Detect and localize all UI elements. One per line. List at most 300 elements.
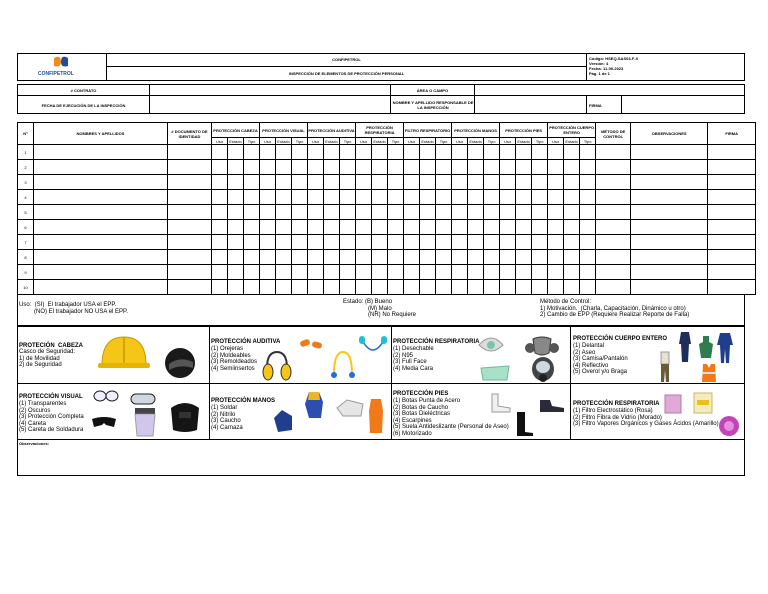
entry-cell[interactable] [340,280,356,295]
entry-cell[interactable] [596,235,631,250]
entry-cell[interactable] [276,250,292,265]
entry-cell[interactable] [404,220,420,235]
entry-cell[interactable] [356,250,372,265]
entry-cell[interactable] [228,250,244,265]
entry-cell[interactable] [532,265,548,280]
entry-cell[interactable] [324,175,340,190]
entry-cell[interactable] [404,280,420,295]
entry-cell[interactable] [372,175,388,190]
entry-cell[interactable] [324,250,340,265]
entry-cell[interactable] [631,160,708,175]
entry-cell[interactable] [420,205,436,220]
entry-cell[interactable] [631,280,708,295]
entry-cell[interactable] [340,205,356,220]
entry-cell[interactable] [212,145,228,160]
entry-cell[interactable] [548,160,564,175]
entry-cell[interactable] [372,205,388,220]
entry-cell[interactable] [308,145,324,160]
entry-cell[interactable] [228,160,244,175]
entry-cell[interactable] [276,280,292,295]
entry-cell[interactable] [404,235,420,250]
entry-cell[interactable] [708,160,756,175]
entry-cell[interactable] [372,265,388,280]
entry-cell[interactable] [452,145,468,160]
welding-mask-icon [167,400,203,434]
entry-cell[interactable] [516,235,532,250]
entry-cell[interactable] [168,220,212,235]
entry-cell[interactable] [388,160,404,175]
entry-cell[interactable] [168,280,212,295]
entry-cell[interactable] [244,235,260,250]
entry-cell[interactable] [708,205,756,220]
entry-cell[interactable] [564,190,580,205]
entry-cell[interactable] [308,250,324,265]
entry-cell[interactable] [436,265,452,280]
entry-cell[interactable] [631,265,708,280]
entry-cell[interactable] [580,235,596,250]
entry-cell[interactable] [596,190,631,205]
entry-cell[interactable] [34,235,168,250]
entry-cell[interactable] [420,280,436,295]
entry-cell[interactable] [580,190,596,205]
entry-cell[interactable] [420,175,436,190]
entry-cell[interactable] [452,250,468,265]
row-number: 6 [18,220,34,235]
entry-cell[interactable] [500,190,516,205]
entry-cell[interactable] [404,250,420,265]
entry-cell[interactable] [340,160,356,175]
entry-cell[interactable] [548,190,564,205]
entry-cell[interactable] [324,280,340,295]
subheader-estado: Estado [277,138,290,144]
entry-cell[interactable] [468,235,484,250]
entry-cell[interactable] [388,145,404,160]
entry-cell[interactable] [260,145,276,160]
entry-cell[interactable] [564,250,580,265]
entry-cell[interactable] [340,175,356,190]
entry-cell[interactable] [580,145,596,160]
entry-cell[interactable] [548,220,564,235]
entry-cell[interactable] [500,175,516,190]
entry-cell[interactable] [388,175,404,190]
entry-cell[interactable] [260,220,276,235]
entry-cell[interactable] [420,265,436,280]
entry-cell[interactable] [436,145,452,160]
entry-cell[interactable] [500,220,516,235]
entry-cell[interactable] [452,220,468,235]
entry-cell[interactable] [468,280,484,295]
entry-cell[interactable] [260,280,276,295]
entry-cell[interactable] [356,190,372,205]
entry-cell[interactable] [580,265,596,280]
entry-cell[interactable] [340,220,356,235]
entry-cell[interactable] [516,190,532,205]
entry-cell[interactable] [580,205,596,220]
entry-cell[interactable] [452,205,468,220]
entry-cell[interactable] [500,160,516,175]
entry-cell[interactable] [308,220,324,235]
entry-cell[interactable] [708,250,756,265]
entry-cell[interactable] [212,220,228,235]
entry-cell[interactable] [631,205,708,220]
entry-cell[interactable] [228,220,244,235]
entry-cell[interactable] [452,280,468,295]
entry-cell[interactable] [548,265,564,280]
entry-cell[interactable] [34,265,168,280]
entry-cell[interactable] [436,235,452,250]
entry-cell[interactable] [356,235,372,250]
entry-cell[interactable] [708,190,756,205]
entry-cell[interactable] [420,235,436,250]
entry-cell[interactable] [292,250,308,265]
entry-cell[interactable] [580,250,596,265]
entry-cell[interactable] [324,235,340,250]
entry-cell[interactable] [631,175,708,190]
entry-cell[interactable] [244,265,260,280]
entry-cell[interactable] [276,220,292,235]
entry-cell[interactable] [228,265,244,280]
entry-cell[interactable] [452,235,468,250]
entry-cell[interactable] [308,265,324,280]
entry-cell[interactable] [516,145,532,160]
entry-cell[interactable] [564,280,580,295]
entry-cell[interactable] [168,265,212,280]
entry-cell[interactable] [708,265,756,280]
entry-cell[interactable] [340,250,356,265]
entry-cell[interactable] [276,175,292,190]
entry-cell[interactable] [372,220,388,235]
entry-cell[interactable] [500,265,516,280]
entry-cell[interactable] [500,205,516,220]
entry-cell[interactable] [420,145,436,160]
entry-cell[interactable] [468,190,484,205]
entry-cell[interactable] [356,220,372,235]
entry-cell[interactable] [260,235,276,250]
entry-cell[interactable] [548,250,564,265]
entry-cell[interactable] [168,250,212,265]
entry-cell[interactable] [404,160,420,175]
entry-cell[interactable] [436,280,452,295]
entry-cell[interactable] [468,145,484,160]
entry-cell[interactable] [388,190,404,205]
entry-cell[interactable] [168,160,212,175]
entry-cell[interactable] [292,160,308,175]
entry-cell[interactable] [564,235,580,250]
entry-cell[interactable] [388,250,404,265]
entry-cell[interactable] [276,265,292,280]
entry-cell[interactable] [708,220,756,235]
firma-field[interactable] [621,95,745,114]
entry-cell[interactable] [564,160,580,175]
entry-cell[interactable] [468,250,484,265]
entry-cell[interactable] [292,145,308,160]
entry-cell[interactable] [34,205,168,220]
date-field[interactable] [149,95,391,114]
entry-cell[interactable] [532,250,548,265]
entry-cell[interactable] [168,145,212,160]
entry-cell[interactable] [564,145,580,160]
entry-cell[interactable] [548,235,564,250]
entry-cell[interactable] [596,145,631,160]
entry-cell[interactable] [532,235,548,250]
entry-cell[interactable] [308,190,324,205]
entry-cell[interactable] [708,175,756,190]
entry-cell[interactable] [292,220,308,235]
entry-cell[interactable] [276,145,292,160]
entry-cell[interactable] [356,205,372,220]
entry-cell[interactable] [500,235,516,250]
entry-cell[interactable] [356,265,372,280]
entry-cell[interactable] [228,190,244,205]
entry-cell[interactable] [340,265,356,280]
entry-cell[interactable] [34,175,168,190]
entry-cell[interactable] [548,205,564,220]
entry-cell[interactable] [708,280,756,295]
entry-cell[interactable] [228,280,244,295]
entry-cell[interactable] [168,205,212,220]
entry-cell[interactable] [388,265,404,280]
entry-cell[interactable] [168,235,212,250]
entry-cell[interactable] [436,160,452,175]
entry-cell[interactable] [34,280,168,295]
entry-cell[interactable] [292,280,308,295]
entry-cell[interactable] [260,160,276,175]
entry-cell[interactable] [596,280,631,295]
entry-cell[interactable] [244,190,260,205]
entry-cell[interactable] [308,160,324,175]
entry-cell[interactable] [436,175,452,190]
entry-cell[interactable] [631,190,708,205]
entry-cell[interactable] [532,160,548,175]
entry-cell[interactable] [596,160,631,175]
entry-cell[interactable] [228,145,244,160]
entry-cell[interactable] [468,175,484,190]
entry-cell[interactable] [212,175,228,190]
entry-cell[interactable] [484,190,500,205]
entry-cell[interactable] [631,145,708,160]
entry-cell[interactable] [548,280,564,295]
entry-cell[interactable] [580,175,596,190]
entry-cell[interactable] [452,160,468,175]
entry-cell[interactable] [500,145,516,160]
entry-cell[interactable] [276,205,292,220]
entry-cell[interactable] [292,190,308,205]
entry-cell[interactable] [308,175,324,190]
entry-cell[interactable] [356,280,372,295]
entry-cell[interactable] [420,190,436,205]
entry-cell[interactable] [372,235,388,250]
entry-cell[interactable] [292,175,308,190]
entry-cell[interactable] [516,160,532,175]
entry-cell[interactable] [168,175,212,190]
entry-cell[interactable] [244,220,260,235]
entry-cell[interactable] [372,250,388,265]
entry-cell[interactable] [436,205,452,220]
entry-cell[interactable] [452,175,468,190]
entry-cell[interactable] [340,190,356,205]
entry-cell[interactable] [484,235,500,250]
entry-cell[interactable] [484,250,500,265]
entry-cell[interactable] [388,235,404,250]
entry-cell[interactable] [631,250,708,265]
entry-cell[interactable] [260,190,276,205]
entry-cell[interactable] [244,160,260,175]
entry-cell[interactable] [260,265,276,280]
entry-cell[interactable] [260,250,276,265]
entry-cell[interactable] [484,220,500,235]
entry-cell[interactable] [532,205,548,220]
entry-cell[interactable] [324,220,340,235]
entry-cell[interactable] [372,280,388,295]
entry-cell[interactable] [420,250,436,265]
entry-cell[interactable] [484,265,500,280]
entry-cell[interactable] [500,280,516,295]
entry-cell[interactable] [372,145,388,160]
entry-cell[interactable] [260,175,276,190]
entry-cell[interactable] [276,190,292,205]
entry-cell[interactable] [292,235,308,250]
entry-cell[interactable] [484,175,500,190]
entry-cell[interactable] [212,190,228,205]
responsible-field[interactable] [474,95,587,114]
entry-cell[interactable] [596,250,631,265]
entry-cell[interactable] [468,205,484,220]
entry-cell[interactable] [404,175,420,190]
apron-icon [698,334,714,360]
entry-cell[interactable] [324,265,340,280]
entry-cell[interactable] [532,190,548,205]
entry-cell[interactable] [708,145,756,160]
entry-cell[interactable] [596,265,631,280]
row-number: 2 [18,160,34,175]
entry-cell[interactable] [292,265,308,280]
entry-cell[interactable] [548,145,564,160]
entry-cell[interactable] [356,160,372,175]
entry-cell[interactable] [468,220,484,235]
entry-cell[interactable] [564,220,580,235]
entry-cell[interactable] [436,220,452,235]
entry-cell[interactable] [484,205,500,220]
entry-cell[interactable] [388,280,404,295]
entry-cell[interactable] [468,265,484,280]
entry-cell[interactable] [468,160,484,175]
entry-cell[interactable] [532,175,548,190]
entry-cell[interactable] [356,145,372,160]
entry-cell[interactable] [484,280,500,295]
entry-cell[interactable] [631,235,708,250]
entry-cell[interactable] [244,205,260,220]
entry-cell[interactable] [260,205,276,220]
entry-cell[interactable] [228,205,244,220]
entry-cell[interactable] [484,160,500,175]
entry-cell[interactable] [276,235,292,250]
entry-cell[interactable] [548,175,564,190]
entry-cell[interactable] [420,160,436,175]
entry-cell[interactable] [436,190,452,205]
entry-cell[interactable] [484,145,500,160]
entry-cell[interactable] [404,265,420,280]
entry-cell[interactable] [516,280,532,295]
observaciones-field[interactable] [17,439,745,476]
entry-cell[interactable] [516,175,532,190]
entry-cell[interactable] [34,160,168,175]
entry-cell[interactable] [564,265,580,280]
entry-cell[interactable] [436,250,452,265]
entry-cell[interactable] [212,235,228,250]
entry-cell[interactable] [516,250,532,265]
entry-cell[interactable] [580,220,596,235]
entry-cell[interactable] [34,190,168,205]
entry-cell[interactable] [244,145,260,160]
entry-cell[interactable] [631,220,708,235]
entry-cell[interactable] [308,205,324,220]
entry-cell[interactable] [244,175,260,190]
entry-cell[interactable] [596,175,631,190]
entry-cell[interactable] [212,265,228,280]
entry-cell[interactable] [212,160,228,175]
entry-cell[interactable] [228,175,244,190]
entry-cell[interactable] [324,160,340,175]
entry-cell[interactable] [212,250,228,265]
entry-cell[interactable] [516,205,532,220]
entry-cell[interactable] [244,280,260,295]
entry-cell[interactable] [212,280,228,295]
entry-cell[interactable] [532,220,548,235]
entry-cell[interactable] [532,145,548,160]
entry-cell[interactable] [500,250,516,265]
entry-cell[interactable] [324,145,340,160]
entry-cell[interactable] [324,205,340,220]
entry-cell[interactable] [324,190,340,205]
entry-cell[interactable] [244,250,260,265]
entry-cell[interactable] [372,160,388,175]
entry-cell[interactable] [452,190,468,205]
entry-cell[interactable] [308,280,324,295]
entry-cell[interactable] [168,190,212,205]
pies-title: PROTECCIÓN PIES [393,391,449,397]
entry-cell[interactable] [356,175,372,190]
entry-cell[interactable] [596,205,631,220]
entry-cell[interactable] [212,205,228,220]
entry-cell[interactable] [388,205,404,220]
entry-cell[interactable] [516,265,532,280]
entry-cell[interactable] [516,220,532,235]
entry-cell[interactable] [340,235,356,250]
entry-cell[interactable] [452,265,468,280]
entry-cell[interactable] [276,160,292,175]
entry-cell[interactable] [404,205,420,220]
entry-cell[interactable] [308,235,324,250]
entry-cell[interactable] [564,205,580,220]
entry-cell[interactable] [708,235,756,250]
entry-cell[interactable] [404,145,420,160]
entry-cell[interactable] [372,190,388,205]
entry-cell[interactable] [532,280,548,295]
entry-cell[interactable] [564,175,580,190]
entry-cell[interactable] [34,220,168,235]
entry-cell[interactable] [420,220,436,235]
entry-cell[interactable] [228,235,244,250]
entry-cell[interactable] [596,220,631,235]
entry-cell[interactable] [292,205,308,220]
entry-cell[interactable] [404,190,420,205]
entry-cell[interactable] [34,250,168,265]
entry-cell[interactable] [580,160,596,175]
entry-cell[interactable] [340,145,356,160]
entry-cell[interactable] [580,280,596,295]
entry-cell[interactable] [388,220,404,235]
entry-cell[interactable] [34,145,168,160]
